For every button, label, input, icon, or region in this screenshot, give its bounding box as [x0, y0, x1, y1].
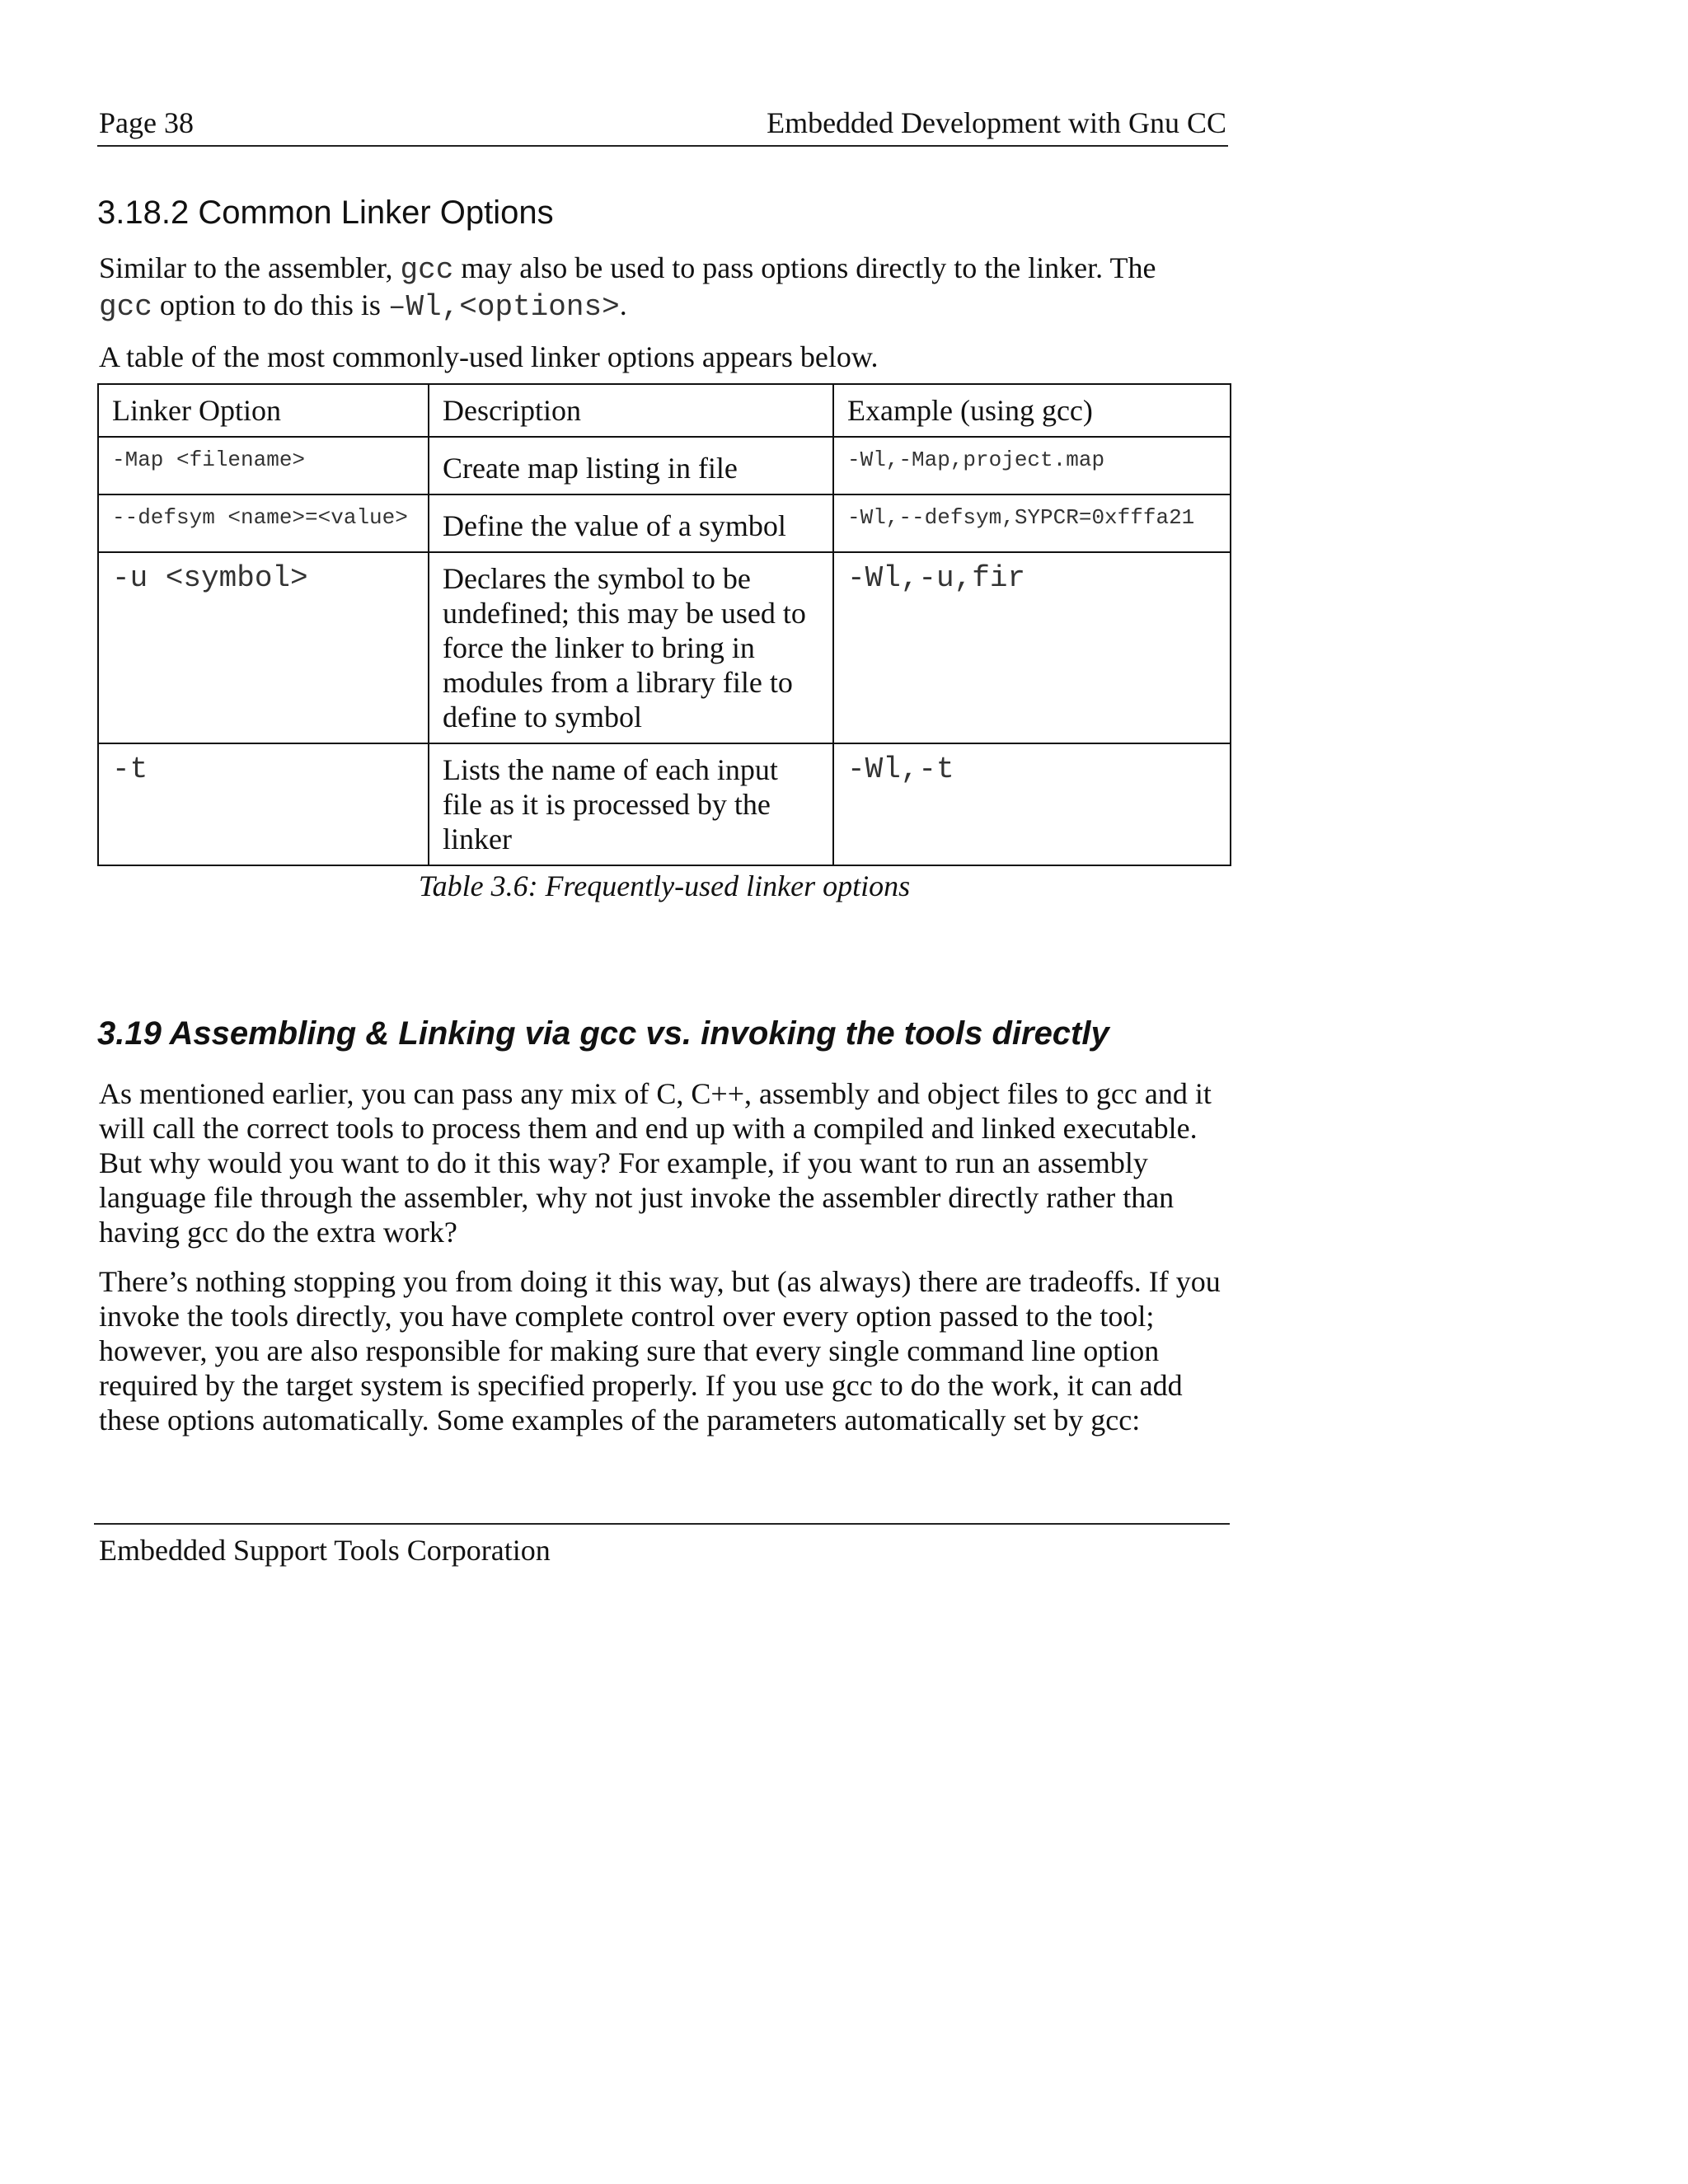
page-footer: [94, 1523, 1230, 1567]
linker-options-table: [97, 383, 1231, 866]
running-title: Embedded Development with Gnu CC: [767, 106, 1226, 139]
table-header-cell: Example (using gcc): [833, 384, 1231, 437]
inline-code: –Wl,<options>: [387, 290, 620, 324]
page-header: [97, 102, 1228, 147]
description-cell: Declares the symbol to be undefined; this may be used to force the linker to bring in modules from a library file to define to symbol: [429, 552, 833, 743]
table-row: [98, 552, 1231, 743]
option-cell: -t: [98, 743, 429, 865]
table-caption: Table 3.6: Frequently-used linker options: [418, 869, 911, 902]
intro-paragraph: Similar to the assembler, gcc may also be used to pass options directly to the linker. The gcc option to do this is –Wl,<options>.: [99, 251, 1156, 324]
table-header-cell: Description: [429, 384, 833, 437]
section-heading-3-18-2: 3.18.2 Common Linker Options: [97, 194, 554, 231]
description-cell: Create map listing in file: [429, 437, 833, 494]
example-cell: -Wl,--defsym,SYPCR=0xfffa21: [833, 494, 1231, 552]
table-row: [98, 437, 1231, 494]
section-heading-3-19: 3.19 Assembling & Linking via gcc vs. invoking the tools directly: [97, 1015, 1109, 1052]
page-number: Page 38: [99, 106, 194, 139]
option-cell: -u <symbol>: [98, 552, 429, 743]
table-intro: A table of the most commonly-used linker options appears below.: [99, 340, 879, 373]
table-header-row: [98, 384, 1231, 437]
body-paragraph: As mentioned earlier, you can pass any mix of C, C++, assembly and object files to gcc and it will call the correct tools to process them and end up with a compiled and linked executable. But why would you want to do it this way? For example, if you want to run an assembly language file through the assembler, why not just invoke the assembler directly rather than having gcc do the extra work?: [99, 1077, 1212, 1249]
table-row: [98, 743, 1231, 865]
description-cell: Lists the name of each input file as it is processed by the linker: [429, 743, 833, 865]
option-cell: -Map <filename>: [98, 437, 429, 494]
description-cell: Define the value of a symbol: [429, 494, 833, 552]
example-cell: -Wl,-u,fir: [833, 552, 1231, 743]
option-cell: --defsym <name>=<value>: [98, 494, 429, 552]
example-cell: -Wl,-Map,project.map: [833, 437, 1231, 494]
example-cell: -Wl,-t: [833, 743, 1231, 865]
table-row: [98, 494, 1231, 552]
inline-code: gcc: [99, 290, 152, 324]
table-header-cell: Linker Option: [98, 384, 429, 437]
inline-code: gcc: [400, 253, 454, 287]
body-paragraph: There’s nothing stopping you from doing it this way, but (as always) there are tradeoffs. If you invoke the tools directly, you have complete control over every option passed to the tool; however, you are also responsible for making sure that every single command line option required by the target system is specified properly. If you use gcc to do the work, it can add these options automatically. Some examples of the parameters automatically set by gcc:: [99, 1265, 1221, 1436]
footer-company: Embedded Support Tools Corporation: [99, 1534, 551, 1567]
